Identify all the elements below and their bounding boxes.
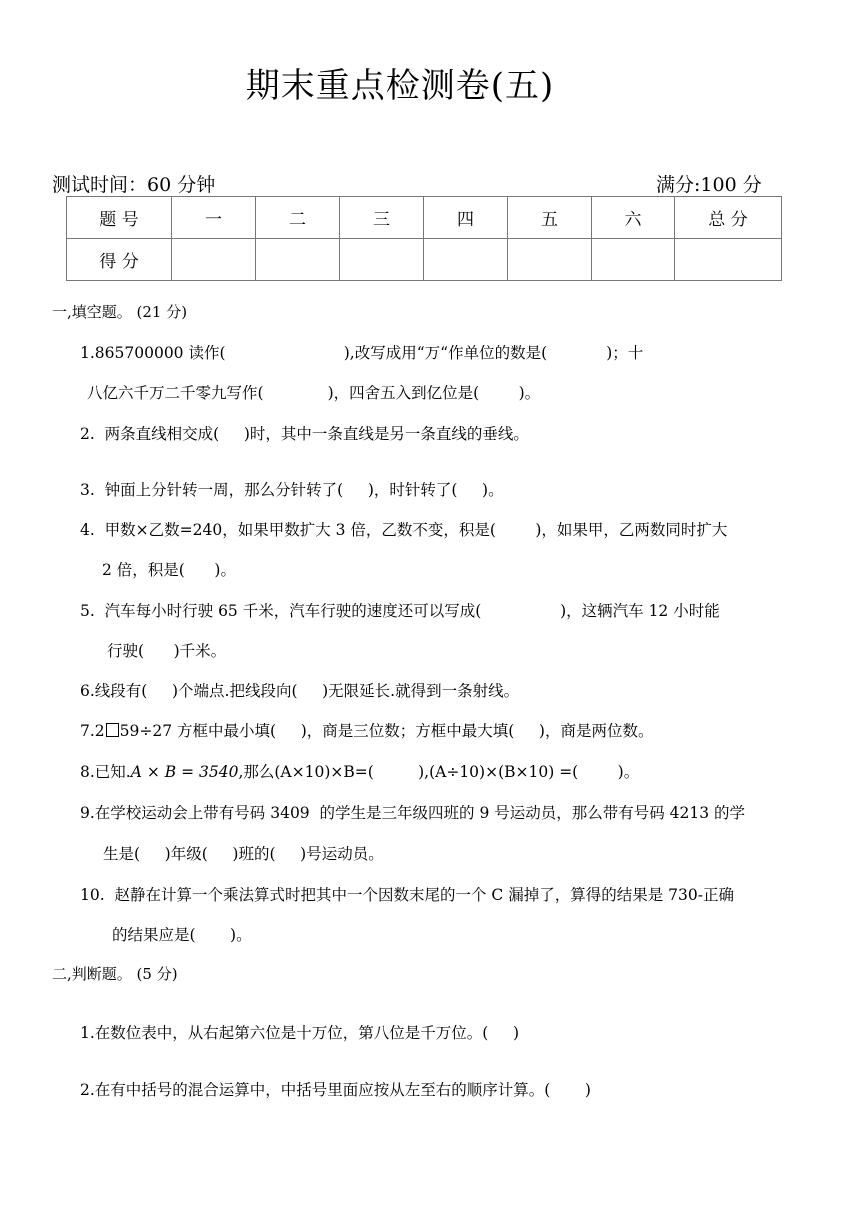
- score-cell[interactable]: [675, 239, 782, 281]
- score-table-header-cell: 题 号: [67, 197, 172, 239]
- question-6: 6.线段有( )个端点.把线段向( )无限延长.就得到一条射线。: [80, 682, 520, 700]
- score-table-header-cell: 一: [172, 197, 256, 239]
- question-3: 3. 钟面上分针转一周，那么分针转了( )，时针转了( )。: [80, 481, 504, 499]
- score-cell[interactable]: [172, 239, 256, 281]
- score-row-label: 得 分: [67, 239, 172, 281]
- question-1-line-1: 1.865700000 读作( ),改写成用“万“作单位的数是( )；十: [80, 344, 644, 362]
- question-4-line-1: 4. 甲数×乙数=240，如果甲数扩大 3 倍，乙数不变，积是( )，如果甲，乙两数同时扩大: [80, 521, 728, 539]
- question-5-line-2: 行驶( )千米。: [107, 642, 227, 660]
- section1-heading: 一,填空题。 (21 分): [52, 303, 188, 321]
- question-7-prefix: 7.2: [80, 722, 105, 740]
- score-cell[interactable]: [592, 239, 675, 281]
- question-10-line-2: 的结果应是( )。: [112, 926, 252, 944]
- page-title: 期末重点检测卷(五): [245, 66, 555, 106]
- score-table-header-cell: 五: [508, 197, 592, 239]
- judge-question-2: 2.在有中括号的混合运算中，中括号里面应按从左至右的顺序计算。( ): [80, 1081, 591, 1099]
- score-table-header-cell: 四: [424, 197, 508, 239]
- question-9-line-1: 9.在学校运动会上带有号码 3409 的学生是三年级四班的 9 号运动员，那么带有号码 4213 的学: [80, 804, 746, 822]
- section2-heading: 二,判断题。 (5 分): [52, 965, 178, 983]
- score-table-header-cell: 二: [256, 197, 340, 239]
- blank-square-icon: [106, 723, 119, 737]
- score-cell[interactable]: [340, 239, 424, 281]
- judge-question-1: 1.在数位表中，从右起第六位是十万位，第八位是千万位。( ): [80, 1024, 520, 1042]
- question-8-text: ,那么(A×10)×B=( ),(A÷10)×(B×10) =( )。: [238, 763, 640, 781]
- question-7-text: 59÷27 方框中最小填( )，商是三位数；方框中最大填( )，商是两位数。: [119, 722, 654, 740]
- question-4-line-2: 2 倍，积是( )。: [102, 561, 236, 579]
- score-cell[interactable]: [256, 239, 340, 281]
- score-table-header-cell: 六: [592, 197, 675, 239]
- test-time: 测试时间：60 分钟: [52, 174, 216, 196]
- question-2: 2. 两条直线相交成( )时，其中一条直线是另一条直线的垂线。: [80, 425, 529, 443]
- score-table-header-cell: 三: [340, 197, 424, 239]
- question-9-line-2: 生是( )年级( )班的( )号运动员。: [103, 845, 384, 863]
- question-8: [80, 760, 639, 782]
- question-8-prefix: 8.已知.: [80, 763, 131, 781]
- full-score: 满分:100 分: [656, 174, 762, 196]
- question-5-line-1: 5. 汽车每小时行驶 65 千米，汽车行驶的速度还可以写成( )，这辆汽车 12 小时能: [80, 602, 720, 620]
- question-10-line-1: 10. 赵静在计算一个乘法算式时把其中一个因数末尾的一个 C 漏掉了，算得的结果是 730-正确: [80, 886, 734, 904]
- score-table-header-row: [67, 197, 782, 239]
- question-1-line-2: 八亿六千万二千零九写作( )，四舍五入到亿位是( )。: [87, 384, 541, 402]
- score-cell[interactable]: [508, 239, 592, 281]
- score-cell[interactable]: [424, 239, 508, 281]
- question-8-equation: A × B = 3540: [130, 763, 239, 781]
- score-table-header-cell: 总 分: [675, 197, 782, 239]
- score-table-score-row: [67, 239, 782, 281]
- question-7: [80, 719, 653, 741]
- score-table: [66, 196, 782, 281]
